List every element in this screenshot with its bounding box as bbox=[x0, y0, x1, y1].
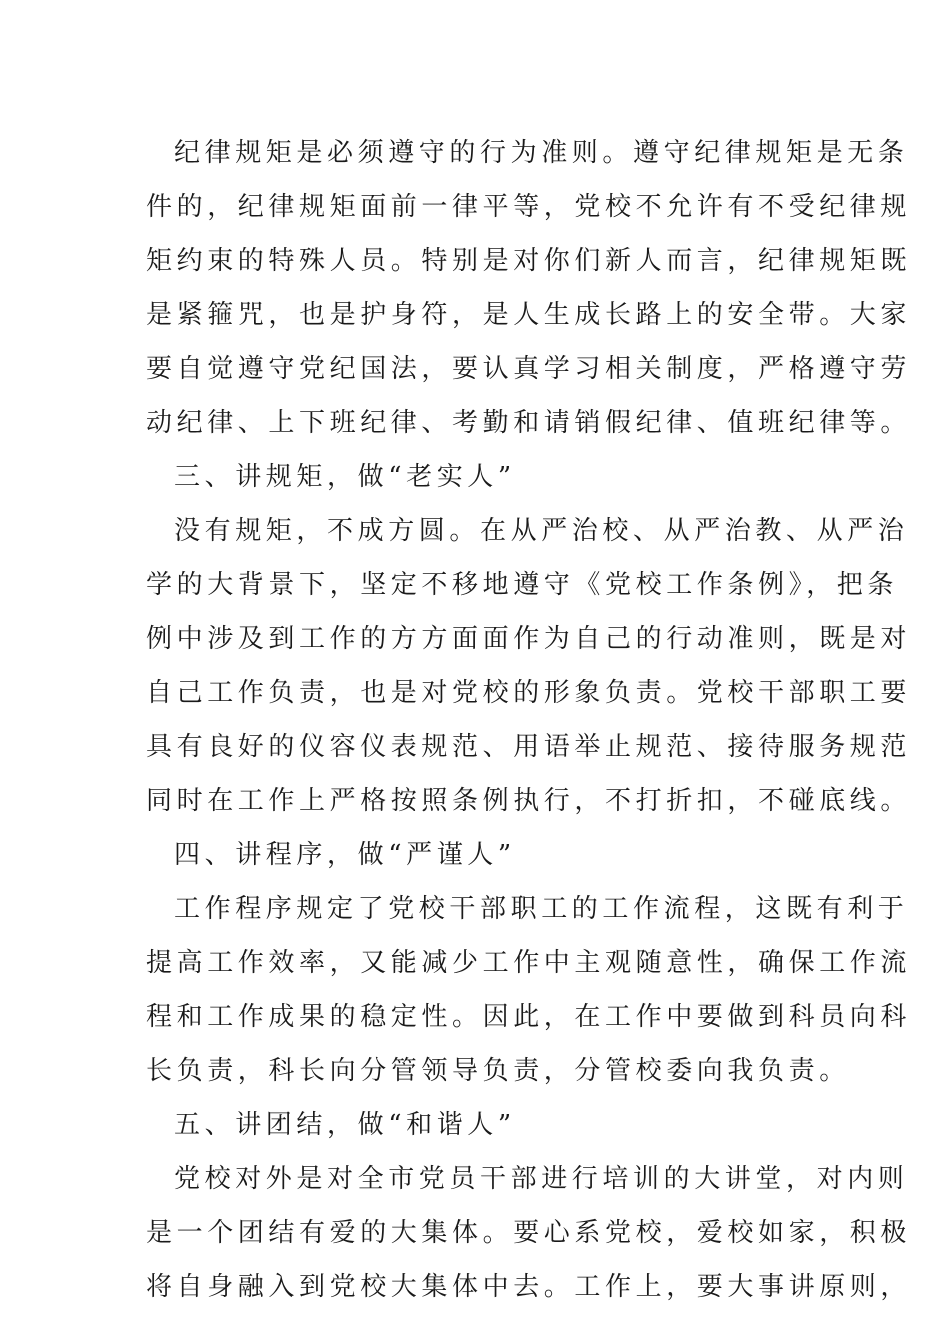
section-heading: 三、讲规矩，做“老实人” bbox=[174, 462, 516, 492]
text-line: 将自身融入到党校大集体中去。工作上，要大事讲原则， bbox=[146, 1272, 912, 1302]
text-line: 要自觉遵守党纪国法，要认真学习相关制度，严格遵守劳 bbox=[146, 354, 912, 384]
text-line: 动纪律、上下班纪律、考勤和请销假纪律、值班纪律等。 bbox=[146, 408, 912, 438]
text-line: 长负责，科长向分管领导负责，分管校委向我负责。 bbox=[146, 1056, 850, 1086]
text-line: 是一个团结有爱的大集体。要心系党校，爱校如家，积极 bbox=[146, 1218, 912, 1248]
text-line: 学的大背景下，坚定不移地遵守《党校工作条例》，把条 bbox=[146, 570, 899, 600]
text-line: 具有良好的仪容仪表规范、用语举止规范、接待服务规范 bbox=[146, 732, 912, 762]
document-page bbox=[146, 126, 912, 1314]
text-line: 同时在工作上严格按照条例执行，不打折扣，不碰底线。 bbox=[146, 786, 912, 816]
section-heading: 四、讲程序，做“严谨人” bbox=[174, 840, 516, 870]
text-line: 工作程序规定了党校干部职工的工作流程，这既有利于 bbox=[174, 894, 909, 924]
text-line: 例中涉及到工作的方方面面作为自己的行动准则，既是对 bbox=[146, 624, 912, 654]
text-line: 是紧箍咒，也是护身符，是人生成长路上的安全带。大家 bbox=[146, 300, 912, 330]
text-line: 程和工作成果的稳定性。因此，在工作中要做到科员向科 bbox=[146, 1002, 912, 1032]
text-line: 件的，纪律规矩面前一律平等，党校不允许有不受纪律规 bbox=[146, 192, 912, 222]
text-line: 党校对外是对全市党员干部进行培训的大讲堂，对内则 bbox=[174, 1164, 909, 1194]
text-line: 没有规矩，不成方圆。在从严治校、从严治教、从严治 bbox=[174, 516, 909, 546]
text-line: 提高工作效率，又能减少工作中主观随意性，确保工作流 bbox=[146, 948, 912, 978]
text-line: 纪律规矩是必须遵守的行为准则。遵守纪律规矩是无条 bbox=[174, 138, 909, 168]
text-line: 自己工作负责，也是对党校的形象负责。党校干部职工要 bbox=[146, 678, 912, 708]
text-line: 矩约束的特殊人员。特别是对你们新人而言，纪律规矩既 bbox=[146, 246, 912, 276]
section-heading: 五、讲团结，做“和谐人” bbox=[174, 1110, 516, 1140]
